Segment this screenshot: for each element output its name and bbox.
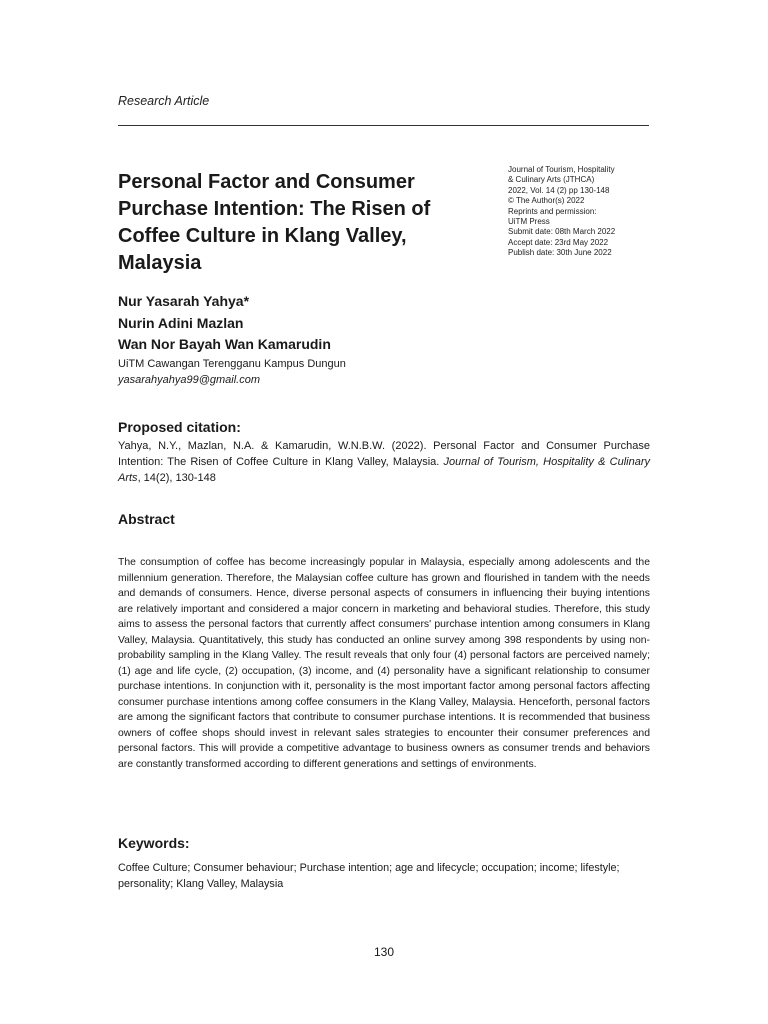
journal-info-line: Journal of Tourism, Hospitality	[508, 165, 615, 174]
article-type-label: Research Article	[118, 94, 210, 108]
journal-info-line: & Culinary Arts (JTHCA)	[508, 175, 595, 185]
citation-journal: Journal of Tourism, Hospitality & Culinary Arts	[118, 456, 650, 484]
journal-info-line: Accept date: 23rd May 2022	[508, 237, 609, 247]
journal-info-line: Publish date: 30th June 2022	[508, 248, 612, 258]
journal-info-line: Submit date: 08th March 2022	[508, 227, 616, 237]
author-email: yasarahyahya99@gmail.com	[118, 374, 261, 386]
journal-info-line: 2022, Vol. 14 (2) pp 130-148	[508, 185, 610, 195]
journal-info	[508, 165, 658, 259]
citation-text	[118, 438, 650, 486]
abstract-heading: Abstract	[118, 511, 175, 527]
journal-info-line: UiTM Press	[508, 217, 550, 227]
author-name: Wan Nor Bayah Wan Kamarudin	[118, 336, 331, 352]
author-name: Nurin Adini Mazlan	[118, 314, 244, 331]
author-list	[118, 291, 331, 356]
citation-volume: , 14(2), 130-148	[137, 472, 216, 484]
page-number: 130	[373, 945, 395, 959]
abstract-body: The consumption of coffee has become increasingly popular in Malaysia, especially among adolescents and the millennium generation. Therefore, the Malaysian coffee culture has grown and flourished in tandem with the needs and demands of consumers. Hence, diverse personal aspects of consumers in influencing their buying intentions are relatively important and considered a major concern in marketing and behavioral studies. Therefore, this study aims to assess the personal factors that currently affect consumers' purchase intention among consumers in Klang Valley, Malaysia. Quantitatively, this study has conducted an online survey among 398 respondents by using non-probability sampling in the Klang Valley. The result reveals that only four (4) personal factors are perceived namely; (1) age and life cycle, (2) occupation, (3) income, and (4) personality have a significant relationship to consumer purchase intentions. In conjunction with it, personality is the most important factor among personal factors affecting consumer purchase intentions among coffee consumers in the Klang Valley, Malaysia. Henceforth, personal factors are among the significant factors that contribute to consumer purchase intentions. It is recommended that business owners of coffee shops should invest in relevant sales strategies to encounter their consumer preferences and personal factors. This will provide a competitive advantage to business owners as consumer trends and behaviors are constantly transformed according to different generations and settings of environments.	[118, 557, 650, 770]
citation-heading: Proposed citation:	[118, 419, 241, 435]
paper-title: Personal Factor and Consumer Purchase Intention: The Risen of Coffee Culture in Klang Valley, Malaysia	[118, 171, 431, 274]
author-name: Nur Yasarah Yahya*	[118, 293, 250, 309]
journal-info-line: Reprints and permission:	[508, 206, 597, 216]
keywords-heading: Keywords:	[118, 835, 190, 851]
header-rule	[118, 125, 649, 126]
author-affiliation: UiTM Cawangan Terengganu Kampus Dungun	[118, 358, 346, 370]
journal-info-line: © The Author(s) 2022	[508, 196, 585, 206]
keywords-list: Coffee Culture; Consumer behaviour; Purchase intention; age and lifecycle; occupation; income; lifestyle; personality; Klang Valley, Malaysia	[118, 862, 620, 890]
citation-body: Yahya, N.Y., Mazlan, N.A. & Kamarudin, W.N.B.W. (2022). Personal Factor and Consumer Purchase Intention: The Risen of Coffee Culture in Klang Valley, Malaysia.	[118, 440, 650, 468]
